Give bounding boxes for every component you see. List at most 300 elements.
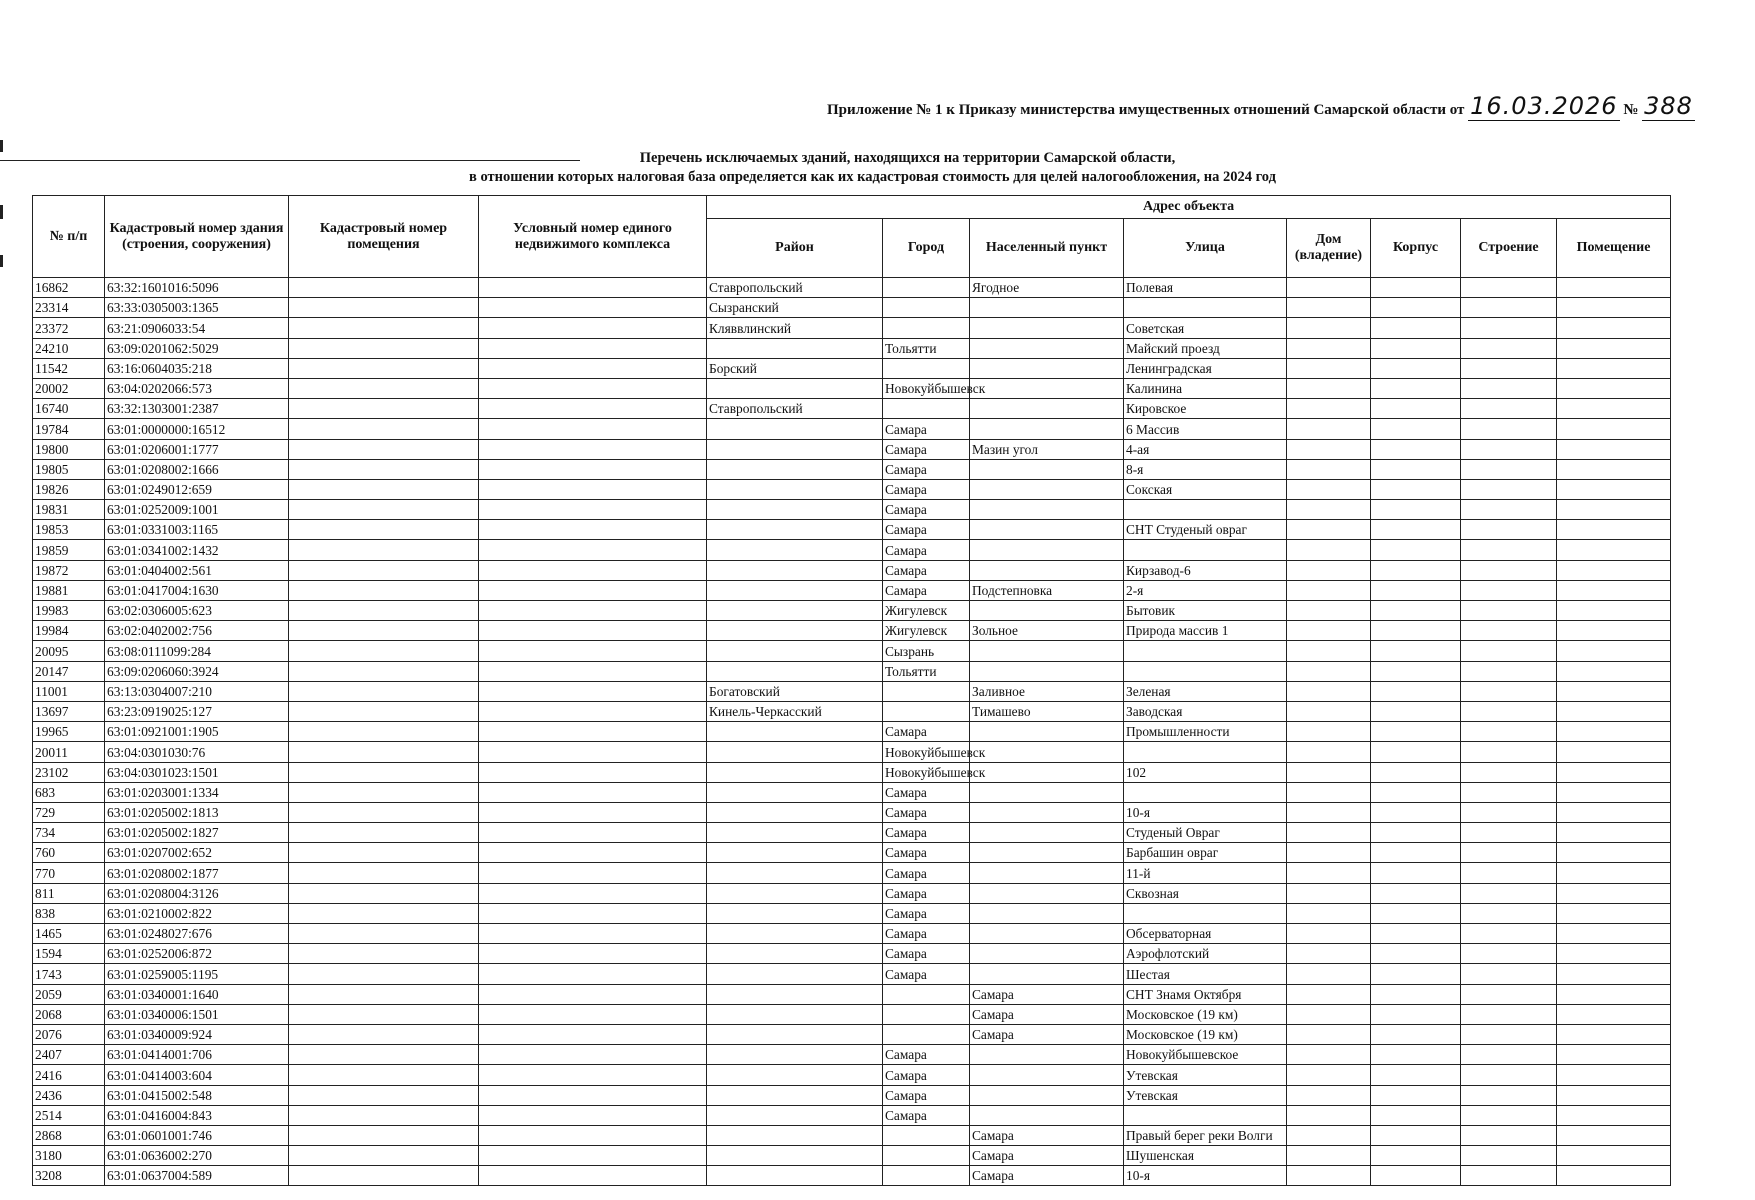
table-row (33, 903, 1671, 923)
cell-complex-number (479, 1105, 707, 1125)
cell-settlement: Самара (970, 984, 1124, 1004)
cell-room-cadastral (289, 641, 479, 661)
cell-settlement (970, 459, 1124, 479)
cell-street (1124, 782, 1287, 802)
cell-building (1461, 762, 1557, 782)
header-city: Город (883, 219, 970, 278)
cell-settlement: Самара (970, 1125, 1124, 1145)
cell-house (1287, 399, 1371, 419)
cell-settlement (970, 823, 1124, 843)
cell-city (883, 1125, 970, 1145)
cell-room-cadastral (289, 1125, 479, 1145)
cell-num: 11001 (33, 681, 105, 701)
cell-city: Тольятти (883, 661, 970, 681)
table-row (33, 722, 1671, 742)
table-row (33, 843, 1671, 863)
cell-room (1557, 681, 1671, 701)
cell-room-cadastral (289, 1045, 479, 1065)
binding-mark (0, 140, 3, 152)
cell-num: 19881 (33, 580, 105, 600)
cell-district (707, 984, 883, 1004)
header-street: Улица (1124, 219, 1287, 278)
cell-complex-number (479, 439, 707, 459)
cell-room (1557, 1146, 1671, 1166)
cell-room-cadastral (289, 580, 479, 600)
table-row (33, 661, 1671, 681)
cell-complex-number (479, 459, 707, 479)
table-row (33, 1125, 1671, 1145)
cell-city: Самара (883, 580, 970, 600)
cell-house (1287, 1004, 1371, 1024)
cell-city: Самара (883, 964, 970, 984)
cell-complex-number (479, 378, 707, 398)
cell-complex-number (479, 540, 707, 560)
cell-district (707, 964, 883, 984)
cell-street: 6 Массив (1124, 419, 1287, 439)
cell-room (1557, 338, 1671, 358)
cell-house (1287, 762, 1371, 782)
cell-num: 760 (33, 843, 105, 863)
cell-complex-number (479, 903, 707, 923)
cell-room (1557, 903, 1671, 923)
cell-district: Ставропольский (707, 399, 883, 419)
cell-district (707, 883, 883, 903)
cell-house (1287, 419, 1371, 439)
cell-num: 20002 (33, 378, 105, 398)
cell-street: 8-я (1124, 459, 1287, 479)
cell-building (1461, 1105, 1557, 1125)
cell-street: Сквозная (1124, 883, 1287, 903)
cell-complex-number (479, 701, 707, 721)
header-district: Район (707, 219, 883, 278)
table-row (33, 439, 1671, 459)
table-row (33, 318, 1671, 338)
cell-room (1557, 520, 1671, 540)
cell-street (1124, 298, 1287, 318)
cell-city: Самара (883, 722, 970, 742)
cell-district (707, 903, 883, 923)
cell-room-cadastral (289, 984, 479, 1004)
cell-settlement (970, 782, 1124, 802)
cell-street: 10-я (1124, 802, 1287, 822)
binding-mark (0, 205, 3, 219)
cell-house (1287, 520, 1371, 540)
cell-street: Ленинградская (1124, 358, 1287, 378)
cell-num: 3208 (33, 1166, 105, 1186)
cell-settlement (970, 944, 1124, 964)
cell-house (1287, 601, 1371, 621)
cell-building (1461, 278, 1557, 298)
cell-complex-number (479, 1166, 707, 1186)
cell-settlement (970, 742, 1124, 762)
cell-settlement (970, 964, 1124, 984)
cell-room-cadastral (289, 944, 479, 964)
cell-room-cadastral (289, 802, 479, 822)
cell-room-cadastral (289, 661, 479, 681)
cell-settlement (970, 802, 1124, 822)
cell-house (1287, 1085, 1371, 1105)
cell-city: Сызрань (883, 641, 970, 661)
cell-settlement (970, 843, 1124, 863)
cell-korpus (1371, 278, 1461, 298)
cell-building-cadastral: 63:01:0637004:589 (105, 1166, 289, 1186)
cell-room-cadastral (289, 560, 479, 580)
cell-room (1557, 641, 1671, 661)
cell-settlement: Заливное (970, 681, 1124, 701)
handwritten-date: 16.03.2026 (1470, 92, 1618, 120)
cell-num: 2514 (33, 1105, 105, 1125)
cell-building (1461, 298, 1557, 318)
cell-building (1461, 802, 1557, 822)
cell-street (1124, 641, 1287, 661)
cell-settlement: Мазин угол (970, 439, 1124, 459)
cell-settlement: Подстепновка (970, 580, 1124, 600)
cell-room (1557, 1166, 1671, 1186)
cell-street (1124, 540, 1287, 560)
cell-house (1287, 883, 1371, 903)
cell-room-cadastral (289, 459, 479, 479)
cell-street: Сокская (1124, 479, 1287, 499)
cell-street (1124, 742, 1287, 762)
cell-district (707, 1146, 883, 1166)
cell-house (1287, 1166, 1371, 1186)
table-row (33, 459, 1671, 479)
cell-num: 16740 (33, 399, 105, 419)
cell-street (1124, 903, 1287, 923)
cell-building-cadastral: 63:04:0202066:573 (105, 378, 289, 398)
cell-street (1124, 661, 1287, 681)
table-row (33, 1085, 1671, 1105)
cell-city (883, 681, 970, 701)
cell-building (1461, 863, 1557, 883)
cell-korpus (1371, 681, 1461, 701)
cell-room-cadastral (289, 1004, 479, 1024)
cell-building-cadastral: 63:01:0252009:1001 (105, 500, 289, 520)
cell-settlement (970, 903, 1124, 923)
cell-house (1287, 681, 1371, 701)
cell-korpus (1371, 338, 1461, 358)
cell-settlement: Самара (970, 1004, 1124, 1024)
cell-korpus (1371, 964, 1461, 984)
cell-district: Сызранский (707, 298, 883, 318)
table-row (33, 419, 1671, 439)
cell-street: СНТ Студеный овраг (1124, 520, 1287, 540)
cell-complex-number (479, 944, 707, 964)
cell-complex-number (479, 1065, 707, 1085)
cell-complex-number (479, 661, 707, 681)
table-row (33, 399, 1671, 419)
cell-num: 23372 (33, 318, 105, 338)
table-row (33, 762, 1671, 782)
cell-street: Советская (1124, 318, 1287, 338)
cell-house (1287, 479, 1371, 499)
table-row (33, 1166, 1671, 1186)
cell-settlement: Тимашево (970, 701, 1124, 721)
cell-building-cadastral: 63:01:0000000:16512 (105, 419, 289, 439)
cell-district (707, 1125, 883, 1145)
cell-room-cadastral (289, 924, 479, 944)
cell-city: Новокуйбышевск (883, 742, 970, 762)
cell-house (1287, 944, 1371, 964)
cell-room (1557, 823, 1671, 843)
cell-building-cadastral: 63:01:0208002:1666 (105, 459, 289, 479)
cell-korpus (1371, 701, 1461, 721)
cell-city: Самара (883, 439, 970, 459)
handwritten-order-number: 388 (1644, 92, 1693, 120)
header-complex-number: Условный номер единого недвижимого комплекса (479, 196, 707, 278)
cell-street: Шушенская (1124, 1146, 1287, 1166)
cell-street: 10-я (1124, 1166, 1287, 1186)
table-row (33, 500, 1671, 520)
cell-complex-number (479, 338, 707, 358)
cell-complex-number (479, 843, 707, 863)
cell-korpus (1371, 1166, 1461, 1186)
cell-room-cadastral (289, 681, 479, 701)
table-row (33, 520, 1671, 540)
cell-room (1557, 560, 1671, 580)
cell-building (1461, 883, 1557, 903)
cell-house (1287, 641, 1371, 661)
cell-house (1287, 1105, 1371, 1125)
cell-complex-number (479, 278, 707, 298)
cell-building-cadastral: 63:02:0402002:756 (105, 621, 289, 641)
cell-building-cadastral: 63:01:0252006:872 (105, 944, 289, 964)
cell-korpus (1371, 1085, 1461, 1105)
cell-district (707, 378, 883, 398)
header-settlement: Населенный пункт (970, 219, 1124, 278)
cell-building (1461, 540, 1557, 560)
cell-street: Майский проезд (1124, 338, 1287, 358)
table-row (33, 1146, 1671, 1166)
cell-num: 19800 (33, 439, 105, 459)
table-row (33, 782, 1671, 802)
cell-district (707, 520, 883, 540)
cell-room-cadastral (289, 762, 479, 782)
table-row (33, 621, 1671, 641)
cell-room (1557, 1024, 1671, 1044)
table-row (33, 924, 1671, 944)
document-title-line1: Перечень исключаемых зданий, находящихся на территории Самарской области, (639, 150, 1176, 166)
cell-korpus (1371, 459, 1461, 479)
cell-building (1461, 1045, 1557, 1065)
cell-city: Самара (883, 1045, 970, 1065)
table-row (33, 540, 1671, 560)
cell-street: 4-ая (1124, 439, 1287, 459)
cell-district: Борский (707, 358, 883, 378)
table-row (33, 338, 1671, 358)
table-row (33, 1065, 1671, 1085)
cell-city: Самара (883, 1065, 970, 1085)
cell-num: 2076 (33, 1024, 105, 1044)
cell-room (1557, 419, 1671, 439)
cell-house (1287, 964, 1371, 984)
cell-complex-number (479, 1146, 707, 1166)
cell-building-cadastral: 63:01:0208004:3126 (105, 883, 289, 903)
cell-building-cadastral: 63:02:0306005:623 (105, 601, 289, 621)
cell-building (1461, 742, 1557, 762)
cell-num: 24210 (33, 338, 105, 358)
cell-complex-number (479, 1004, 707, 1024)
cell-room-cadastral (289, 1166, 479, 1186)
cell-settlement: Самара (970, 1146, 1124, 1166)
cell-city: Самара (883, 520, 970, 540)
table-row (33, 1045, 1671, 1065)
cell-complex-number (479, 762, 707, 782)
cell-building-cadastral: 63:01:0248027:676 (105, 924, 289, 944)
cell-settlement (970, 1045, 1124, 1065)
cell-street: 11-й (1124, 863, 1287, 883)
cell-room-cadastral (289, 358, 479, 378)
table-row (33, 358, 1671, 378)
cell-complex-number (479, 1125, 707, 1145)
cell-building (1461, 1146, 1557, 1166)
cell-house (1287, 903, 1371, 923)
cell-house (1287, 500, 1371, 520)
cell-district (707, 843, 883, 863)
cell-complex-number (479, 964, 707, 984)
cell-complex-number (479, 681, 707, 701)
cell-settlement (970, 378, 1124, 398)
cell-district (707, 1045, 883, 1065)
cell-room (1557, 459, 1671, 479)
table-row (33, 378, 1671, 398)
cell-building-cadastral: 63:09:0201062:5029 (105, 338, 289, 358)
cell-room-cadastral (289, 722, 479, 742)
cell-street: Заводская (1124, 701, 1287, 721)
cell-street: Московское (19 км) (1124, 1024, 1287, 1044)
cell-house (1287, 802, 1371, 822)
cell-building (1461, 1166, 1557, 1186)
cell-settlement (970, 601, 1124, 621)
cell-house (1287, 823, 1371, 843)
cell-street: Шестая (1124, 964, 1287, 984)
cell-building (1461, 641, 1557, 661)
cell-num: 20147 (33, 661, 105, 681)
cell-city (883, 701, 970, 721)
header-address: Адрес объекта (707, 196, 1671, 219)
cell-complex-number (479, 520, 707, 540)
cell-building (1461, 601, 1557, 621)
cell-num: 19805 (33, 459, 105, 479)
cell-korpus (1371, 358, 1461, 378)
cell-num: 20095 (33, 641, 105, 661)
cell-settlement: Ягодное (970, 278, 1124, 298)
cell-room-cadastral (289, 419, 479, 439)
cell-house (1287, 621, 1371, 641)
cell-city (883, 278, 970, 298)
cell-korpus (1371, 641, 1461, 661)
cell-korpus (1371, 479, 1461, 499)
cell-complex-number (479, 298, 707, 318)
cell-room (1557, 701, 1671, 721)
cell-korpus (1371, 439, 1461, 459)
cell-room (1557, 661, 1671, 681)
table-row (33, 964, 1671, 984)
cell-house (1287, 439, 1371, 459)
cell-building-cadastral: 63:01:0203001:1334 (105, 782, 289, 802)
cell-complex-number (479, 399, 707, 419)
cell-building (1461, 1004, 1557, 1024)
table-row (33, 601, 1671, 621)
cell-building (1461, 782, 1557, 802)
table-row (33, 1024, 1671, 1044)
cell-city: Самара (883, 802, 970, 822)
cell-num: 2068 (33, 1004, 105, 1024)
cell-street: Промышленности (1124, 722, 1287, 742)
cell-district (707, 419, 883, 439)
cell-building-cadastral: 63:01:0414003:604 (105, 1065, 289, 1085)
cell-room-cadastral (289, 1024, 479, 1044)
cell-building-cadastral: 63:01:0417004:1630 (105, 580, 289, 600)
cell-settlement (970, 358, 1124, 378)
cell-city (883, 1024, 970, 1044)
cell-building-cadastral: 63:01:0207002:652 (105, 843, 289, 863)
cell-num: 2436 (33, 1085, 105, 1105)
cell-num: 23102 (33, 762, 105, 782)
cell-district (707, 924, 883, 944)
cell-num: 19853 (33, 520, 105, 540)
cell-building (1461, 621, 1557, 641)
cell-korpus (1371, 540, 1461, 560)
cell-settlement (970, 1065, 1124, 1085)
cell-district (707, 1065, 883, 1085)
cell-district (707, 641, 883, 661)
buildings-table (32, 195, 1671, 1186)
cell-house (1287, 701, 1371, 721)
cell-complex-number (479, 318, 707, 338)
cell-building (1461, 1024, 1557, 1044)
cell-district (707, 944, 883, 964)
cell-district (707, 863, 883, 883)
cell-building (1461, 378, 1557, 398)
cell-korpus (1371, 924, 1461, 944)
cell-room (1557, 1065, 1671, 1085)
table-row (33, 641, 1671, 661)
cell-street: 2-я (1124, 580, 1287, 600)
cell-complex-number (479, 924, 707, 944)
table-row (33, 883, 1671, 903)
cell-korpus (1371, 580, 1461, 600)
cell-room (1557, 358, 1671, 378)
table-row (33, 742, 1671, 762)
cell-building (1461, 924, 1557, 944)
cell-room (1557, 944, 1671, 964)
cell-num: 2868 (33, 1125, 105, 1145)
cell-room (1557, 883, 1671, 903)
cell-complex-number (479, 641, 707, 661)
cell-num: 683 (33, 782, 105, 802)
cell-num: 734 (33, 823, 105, 843)
cell-building (1461, 1065, 1557, 1085)
cell-city: Самара (883, 479, 970, 499)
table-row (33, 823, 1671, 843)
cell-building-cadastral: 63:01:0416004:843 (105, 1105, 289, 1125)
table-row (33, 984, 1671, 1004)
cell-settlement (970, 1105, 1124, 1125)
cell-korpus (1371, 944, 1461, 964)
cell-complex-number (479, 500, 707, 520)
cell-building (1461, 661, 1557, 681)
cell-city (883, 1004, 970, 1024)
cell-building (1461, 964, 1557, 984)
cell-num: 2416 (33, 1065, 105, 1085)
cell-korpus (1371, 802, 1461, 822)
cell-room-cadastral (289, 399, 479, 419)
cell-house (1287, 318, 1371, 338)
cell-num: 1594 (33, 944, 105, 964)
cell-city (883, 399, 970, 419)
cell-district (707, 1105, 883, 1125)
